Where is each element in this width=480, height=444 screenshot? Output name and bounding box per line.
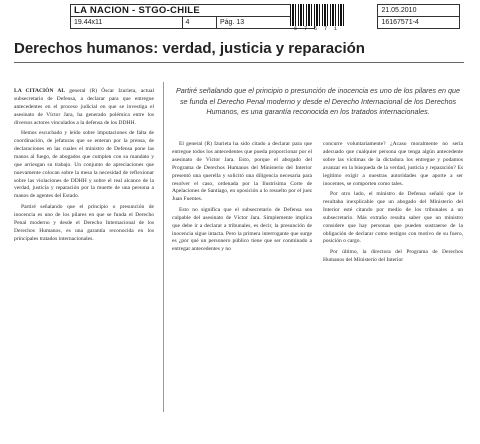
clipping-header [70,4,460,30]
article-column-1 [14,88,154,246]
barcode [290,4,344,26]
clipping-id: 16167571-4 [378,17,460,29]
paragraph: LA CITACIÓN AL general (R) Óscar Izurieta, actual subsecretario de Defensa, a declarar para que entregue antecedentes en el proceso judicial en que se investiga el asesinato de Víctor Jara, ha generado polémica entre los diversos actores vinculados a la defensa de los DDHH. [14,88,155,126]
paragraph: Por último, la directora del Programa de Derechos Humanos del Ministerio del Interior [323,248,463,263]
article-column-3 [323,141,463,267]
paragraph: El general (R) Izurieta ha sido citado a declarar para que entregue todos los antecedentes que pueda proporcionar por el asesinato de Víctor Jara. Esto, porque el abogado del Programa de Derechos Humanos del Ministerio del Interior presentó una querella y solicitó una diligencia necesaria para resolver el caso, ordenada por la Ilustrísima Corte de Apelaciones de Santiago, en oposición a lo resuelto por el juez Juan Fuentes. [172,141,312,203]
article-headline: Derechos humanos: verdad, justicia y reparación [14,40,365,57]
clipping-page: Pág. 13 [216,17,314,29]
barcode-number: 6 7 5 7 1 [294,26,340,32]
clipping-section: 4 [182,17,216,29]
headline-rule [14,62,464,63]
paragraph: concurre voluntariamente? ¿Acaso moralmente no sería adecuado que cualquier persona que tenga algún antecedente sobre las víctimas de la dictadura los entregue y podamos avanzar en la búsqueda de la verdad, justicia y reparación? Es legítimo exigir a nuestras autoridades que aporte a ser inocentes, se comporten como tales. [323,141,463,187]
pull-quote: Partiré señalando que el principio o presunción de inocencia es uno de los pilares en que se funda el Derecho Penal moderno y desde el Derecho Internacional de los Derechos Humanos, es una garantía reconocida en los tratados internacionales. [175,86,461,117]
paragraph: Partiré señalando que el principio o presunción de inocencia es uno de los pilares en que se funda el Derecho Penal moderno y desde el Derecho Internacional de los Derechos Humanos, es una garantía reconocida en los principales tratados internacionales. [14,203,154,242]
clipping-dimensions: 19.44x11 [71,17,183,29]
article-column-2 [172,141,312,257]
lead-in: LA CITACIÓN AL [14,88,66,94]
publication-name: LA NACION - STGO-CHILE [71,5,315,17]
paragraph: Esto no significa que el subsecretario de Defensa sea culpable del asesinato de Víctor Jara. Simplemente implica que debe ir a declarar a tribunales, es decir, la presunción de inocencia sigue intacta. Pero la primera interrogante que surge es ¿por qué un personero público tiene que ser conminado a entregar antecedentes y no [172,206,312,253]
paragraph: Hemos escuchado y leído sobre imputaciones de falta de coordinación, de jefaturas que se enteran por la prensa, de declaraciones en las cuales el ministro de Defensa pone las manos al fuego, de abogados que cumplen con su mandato y que arriesgan su trabajo. Un conjunto de apreciaciones que nuevamente colocan sobre la mesa la necesidad de reflexionar sobre las violaciones de DDHH y sobre el real alcance de la verdad, justicia y reparación por la muerte de una persona a manos de agentes del Estado. [14,130,154,200]
paragraph: Por otro lado, el ministro de Defensa señaló que le resultaba inexplicable que un abogado del Ministerio del Interior esté citando por medio de los tribunales a un subsecretario. Más extraño resulta saber que un ministro considere que hay personas que pueden sustraerse de la obligación de declarar como testigos con motivo de su fuero, posición o cargo. [323,191,463,245]
column-divider [163,82,164,412]
clipping-date: 21.05.2010 [378,5,460,17]
